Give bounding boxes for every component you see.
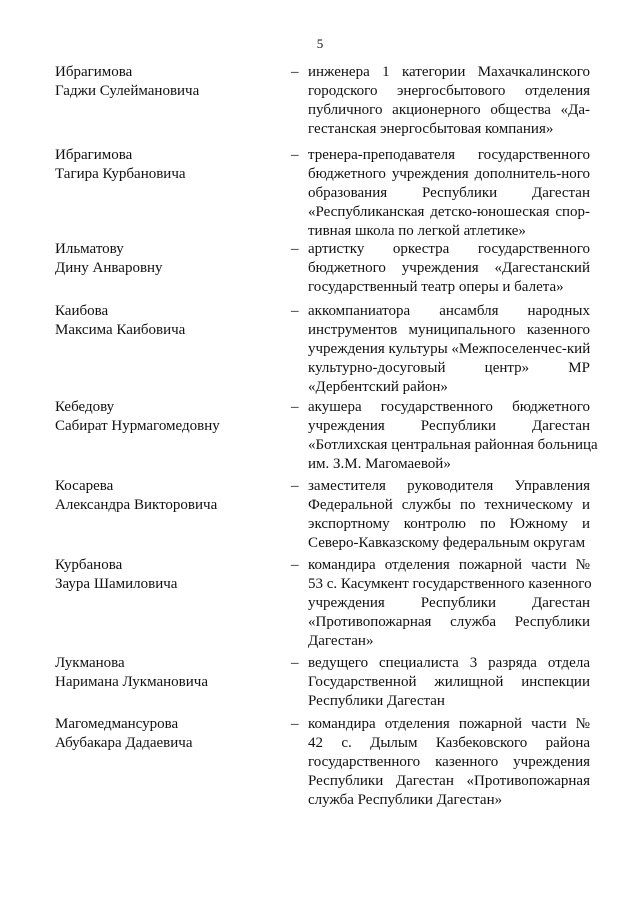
position-description xyxy=(308,146,590,241)
description-line: городского энергосбытового отделения xyxy=(308,83,590,99)
description-line: «Дербентский район» xyxy=(308,379,448,395)
dash-separator: – xyxy=(291,303,299,319)
description-line: тивная школа по легкой атлетике» xyxy=(308,223,526,239)
given-names: Максима Каибовича xyxy=(55,322,186,338)
dash-separator: – xyxy=(291,557,299,573)
surname: Ибрагимова xyxy=(55,147,133,163)
description-line: 42 с. Дылым Казбековского района xyxy=(308,735,590,751)
description-line: Северо-Кавказскому федеральным округам xyxy=(308,535,586,551)
given-names: Сабират Нурмагомедовну xyxy=(55,418,220,434)
position-description xyxy=(308,63,590,139)
dash-separator: – xyxy=(291,64,299,80)
person-name xyxy=(55,556,280,594)
position-description xyxy=(308,654,590,711)
position-description xyxy=(308,398,598,474)
given-names: Дину Анваровну xyxy=(55,260,163,276)
dash-separator: – xyxy=(291,716,299,732)
person-name xyxy=(55,302,280,340)
description-line: командира отделения пожарной части № xyxy=(308,716,590,732)
dash-separator: – xyxy=(291,241,299,257)
person-name xyxy=(55,146,280,184)
given-names: Гаджи Сулеймановича xyxy=(55,83,200,99)
description-line: 53 с. Касумкент государственного казенного xyxy=(308,576,592,592)
description-line: культурно-досуговый центр» МР xyxy=(308,360,590,376)
dash-separator: – xyxy=(291,399,299,415)
description-line: «Республиканская детско-юношеская спор- xyxy=(308,204,590,220)
surname: Ибрагимова xyxy=(55,64,133,80)
surname: Курбанова xyxy=(55,557,123,573)
given-names: Наримана Лукмановича xyxy=(55,674,208,690)
description-line: образования Республики Дагестан xyxy=(308,185,590,201)
position-description xyxy=(308,556,590,651)
description-line: экспортному контролю по Южному и xyxy=(308,516,590,532)
position-description xyxy=(308,302,590,397)
description-line: Республики Дагестан «Противопожарная xyxy=(308,773,590,789)
description-line: ведущего специалиста 3 разряда отдела xyxy=(308,655,590,671)
person-name xyxy=(55,715,280,753)
description-line: гестанская энергосбытовая компания» xyxy=(308,121,554,137)
description-line: государственный театр оперы и балета» xyxy=(308,279,564,295)
description-line: служба Республики Дагестан» xyxy=(308,792,503,808)
dash-separator: – xyxy=(291,655,299,671)
description-line: аккомпаниатора ансамбля народных xyxy=(308,303,590,319)
description-line: учреждения Республики Дагестан xyxy=(308,418,590,434)
person-name xyxy=(55,240,280,278)
description-line: бюджетного учреждения «Дагестанский xyxy=(308,260,590,276)
description-line: бюджетного учреждения дополнитель-ного xyxy=(308,166,590,182)
surname: Кебедову xyxy=(55,399,115,415)
description-line: артистку оркестра государственного xyxy=(308,241,590,257)
description-line: «Противопожарная служба Республики xyxy=(308,614,590,630)
surname: Ильматову xyxy=(55,241,124,257)
position-description xyxy=(308,715,590,810)
person-name xyxy=(55,398,280,436)
given-names: Тагира Курбановича xyxy=(55,166,186,182)
given-names: Абубакара Дадаевича xyxy=(55,735,193,751)
description-line: учреждения Республики Дагестан xyxy=(308,595,590,611)
person-name xyxy=(55,63,280,101)
position-description xyxy=(308,240,590,297)
description-line: Государственной жилищной инспекции xyxy=(308,674,590,690)
description-line: заместителя руководителя Управления xyxy=(308,478,590,494)
description-line: тренера-преподавателя государственного xyxy=(308,147,590,163)
description-line: акушера государственного бюджетного xyxy=(308,399,590,415)
description-line: инструментов муниципального казенного xyxy=(308,322,590,338)
person-name xyxy=(55,654,280,692)
position-description xyxy=(308,477,590,553)
description-line: им. З.М. Магомаевой» xyxy=(308,456,451,472)
dash-separator: – xyxy=(291,478,299,494)
description-line: командира отделения пожарной части № xyxy=(308,557,590,573)
surname: Косарева xyxy=(55,478,114,494)
page-number: 5 xyxy=(316,36,324,51)
surname: Каибова xyxy=(55,303,109,319)
description-line: учреждения культуры «Межпоселенчес-кий xyxy=(308,341,591,357)
description-line: Дагестан» xyxy=(308,633,374,649)
description-line: Республики Дагестан xyxy=(308,693,445,709)
description-line: публичного акционерного общества «Да- xyxy=(308,102,590,118)
description-line: инженера 1 категории Махачкалинского xyxy=(308,64,590,80)
surname: Магомедмансурова xyxy=(55,716,179,732)
given-names: Заура Шамиловича xyxy=(55,576,178,592)
description-line: государственного казенного учреждения xyxy=(308,754,590,770)
surname: Лукманова xyxy=(55,655,125,671)
given-names: Александра Викторовича xyxy=(55,497,218,513)
dash-separator: – xyxy=(291,147,299,163)
person-name xyxy=(55,477,280,515)
description-line: Федеральной службы по техническому и xyxy=(308,497,590,513)
description-line: «Ботлихская центральная районная больница xyxy=(308,437,598,453)
